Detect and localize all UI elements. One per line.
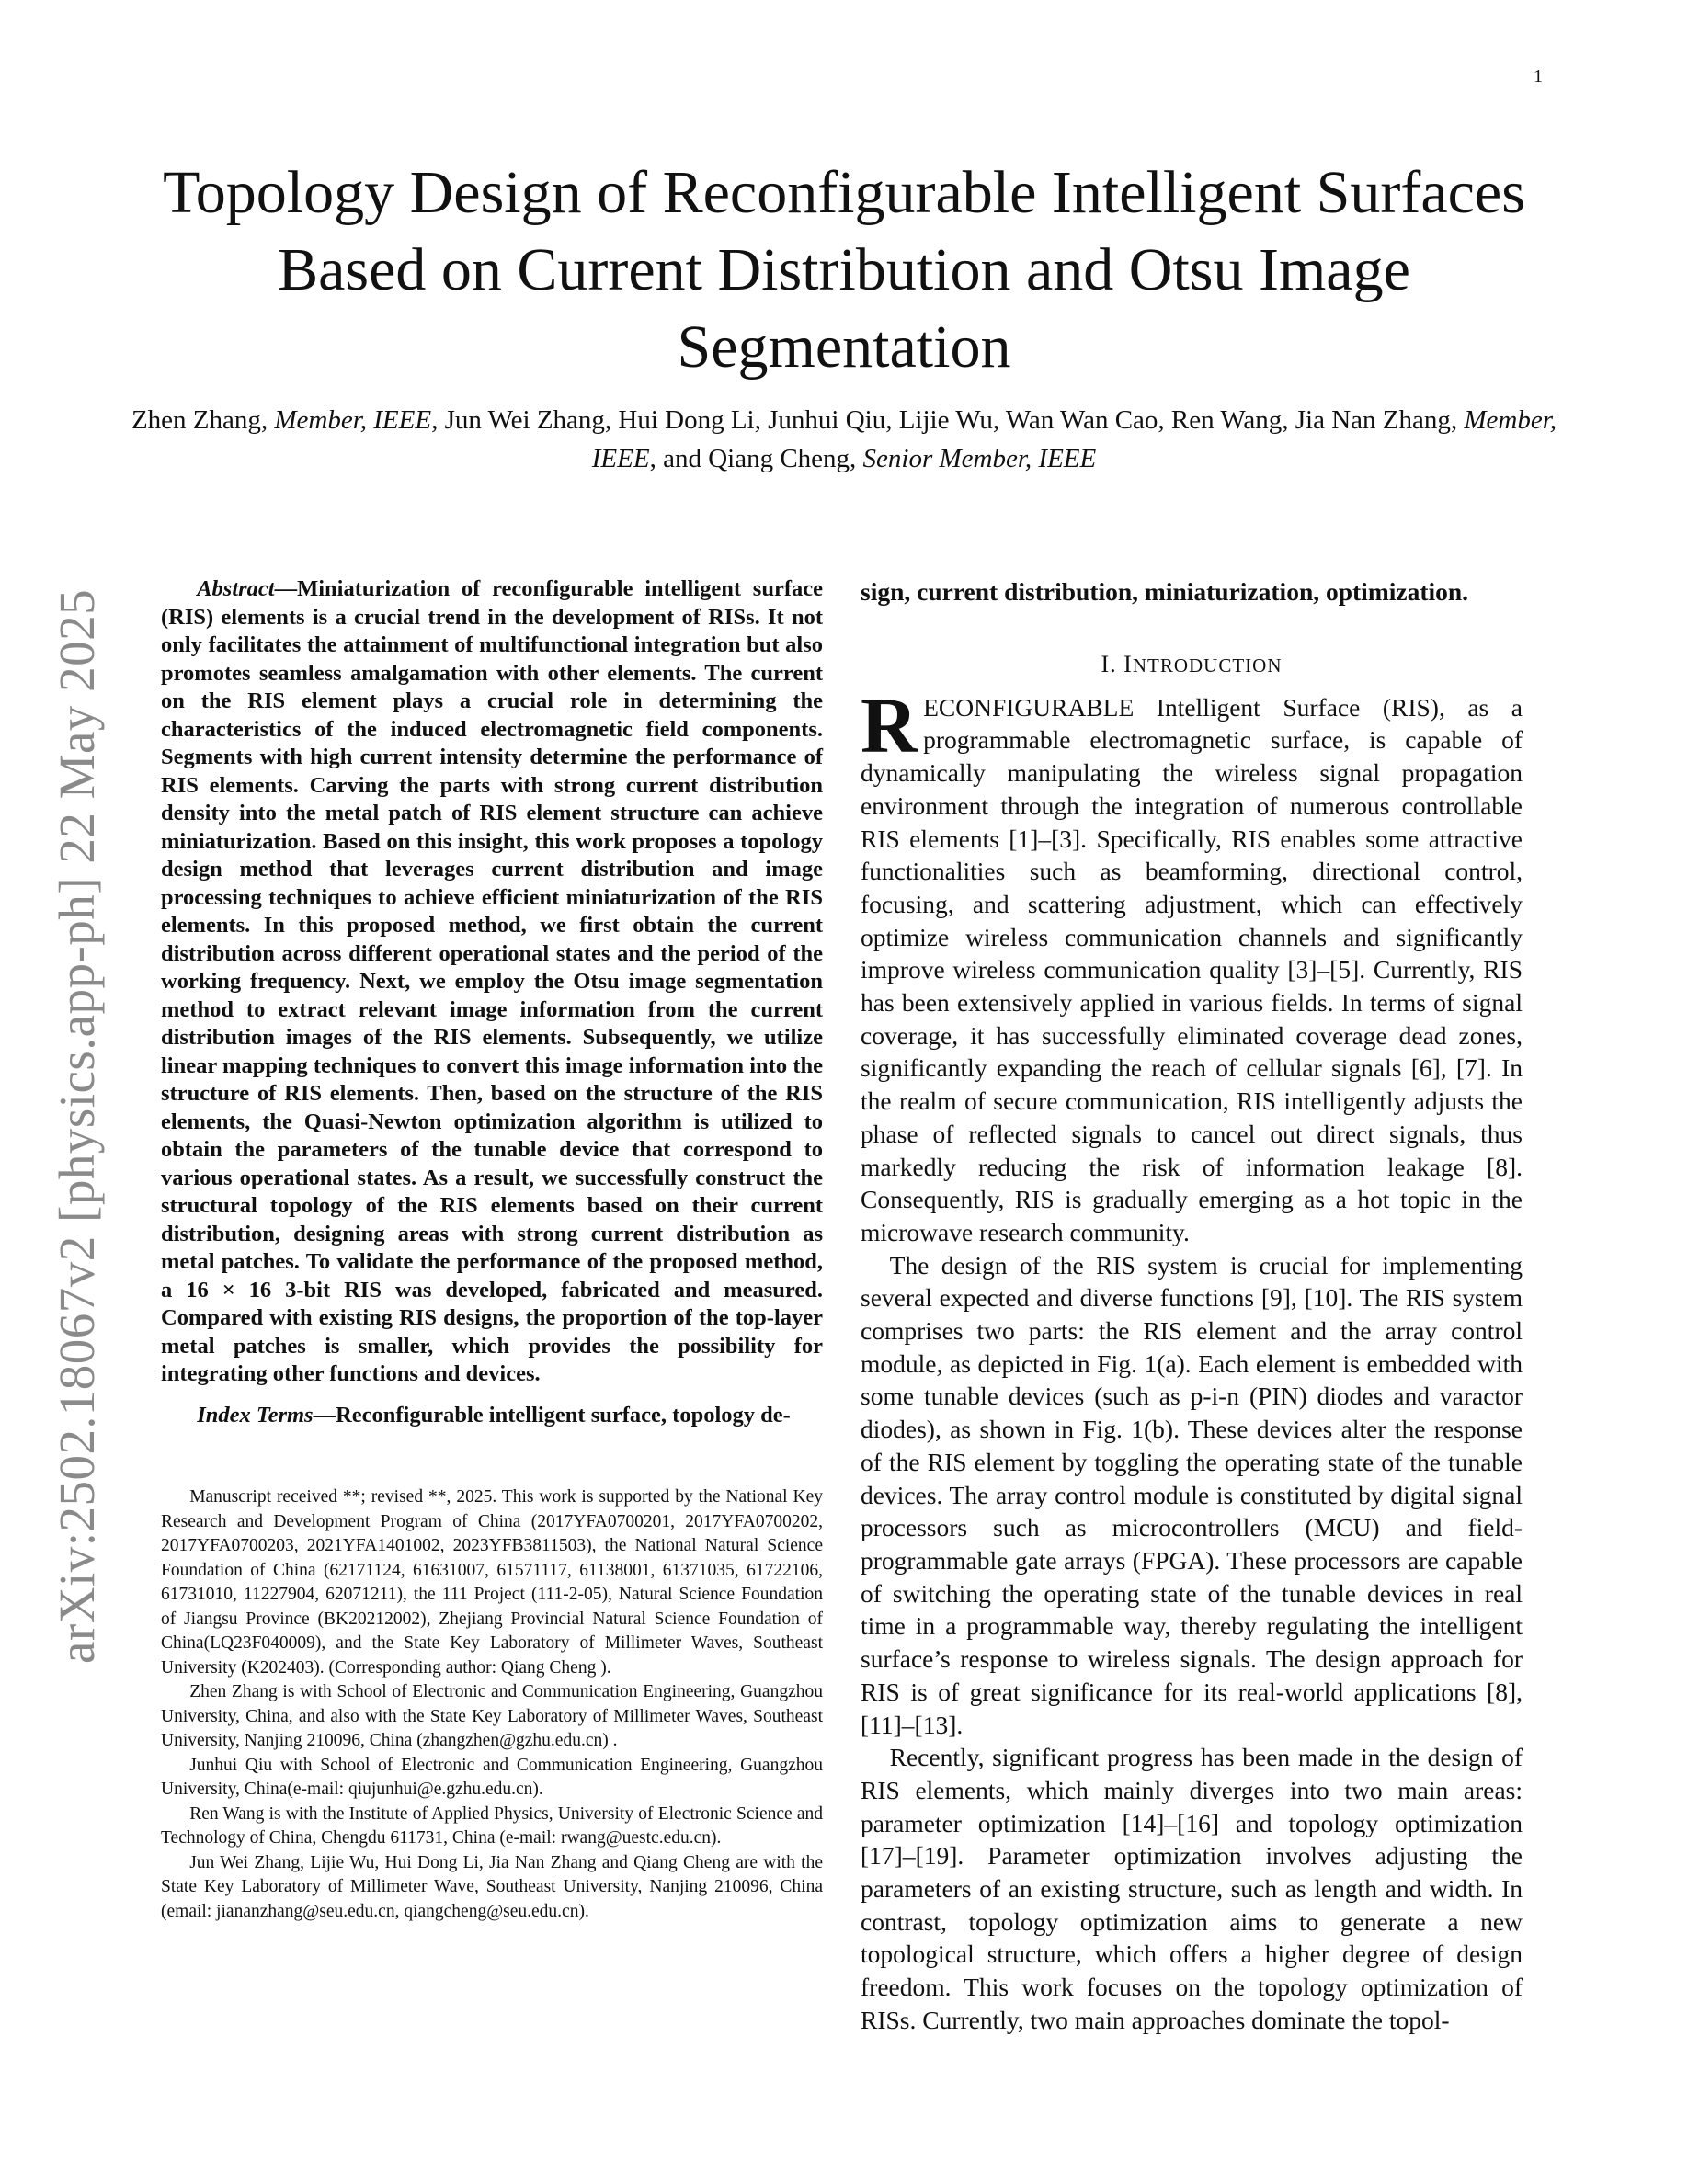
section-title-smallcaps: NTRODUCTION <box>1132 654 1283 677</box>
section-first-letter: I <box>1123 650 1133 677</box>
authors-part-3: , and Qiang Cheng, <box>649 444 863 473</box>
arxiv-identifier: arXiv:2502.18067v2 [physics.app-ph] 22 May 2025 <box>49 588 105 1664</box>
abstract-text: —Miniaturization of reconfigurable intelligent surface (RIS) elements is a crucial trend in the development of RISs. It not only facilitates the attainment of multifunctional integration but also promotes seamless amalgamation with other elements. The current on the RIS element plays a crucial role in determining the characteristics of the induced electromagnetic field components. Segments with high current intensity determine the performance of RIS elements. Carving the parts with strong current distribution density into the metal patch of RIS element structure can achieve miniaturization. Based on this insight, this work proposes a topology design method that leverages current distribution and image processing techniques to achieve efficient miniaturization of the RIS elements. In this proposed method, we first obtain the current distribution across different operational states and the period of the working frequency. Next, we employ the Otsu image segmentation method to extract relevant image information from the current distribution images of the RIS elements. Subsequently, we utilize linear mapping techniques to convert this image information into the structure of RIS elements. Then, based on the structure of the RIS elements, the Quasi-Newton optimization algorithm is utilized to obtain the parameters of the tunable device that correspond to various operational states. As a result, we successfully construct the structural topology of the RIS elements based on their current distribution, designing areas with strong current distribution as metal patches. To validate the performance of the proposed method, a 16 × 16 3-bit RIS was developed, fabricated and measured. Compared with existing RIS designs, the proportion of the top-layer metal patches is smaller, which provides the possibility for integrating other functions and devices. <box>161 576 823 1386</box>
index-terms-text: —Reconfigurable intelligent surface, topology de- <box>313 1402 791 1428</box>
author-list <box>129 401 1559 478</box>
footnotes <box>161 1485 823 1924</box>
page-number: 1 <box>1534 66 1543 86</box>
intro-paragraph-2: The design of the RIS system is crucial for implementing several expected and diverse functions [9], [10]. The RIS system comprises two parts: the RIS element and the array control module, as depicted in Fig. 1(a). Each element is embedded with some tunable devices (such as p-i-n (PIN) diodes and varactor diodes), as shown in Fig. 1(b). These devices alter the response of the RIS element by toggling the operating state of the tunable devices. The array control module is constituted by digital signal processors such as microcontrollers (MCU) and field-programmable gate arrays (FPGA). These processors are capable of switching the operating state of the tunable devices in real time in a programmable way, thereby regulating the intelligent surface’s response to wireless signals. The design approach for RIS is of great significance for its real-world applications [8], [11]–[13]. <box>861 1250 1523 1739</box>
footnote-funding: Manuscript received **; revised **, 2025. This work is supported by the National Key Research and Development Program of China (2017YFA0700201, 2017YFA0700202, 2017YFA0700203, 2021YFA1401002, 2023YFB3811503), the National Natural Science Foundation of China (62171124, 61631007, 61571117, 61138001, 61371035, 61722106, 61731010, 11227904, 62071211), the 111 Project (111-2-05), Natural Science Foundation of Jiangsu Province (BK20212002), Zhejiang Provincial Natural Science Foundation of China(LQ23F040009), and the State Key Laboratory of Millimeter Waves, Southeast University (K202403). (Corresponding author: Qiang Cheng ). <box>161 1487 823 1678</box>
abstract-label: Abstract <box>197 576 275 601</box>
intro-paragraph-1 <box>861 680 1523 1249</box>
footnote-affiliation: Junhui Qiu with School of Electronic and Communication Engineering, Guangzhou University, China(e-mail: qiujunhui@e.gzhu.edu.cn). <box>161 1755 823 1799</box>
section-heading-introduction <box>861 651 1523 678</box>
intro-paragraph-1-text: ECONFIGURABLE Intelligent Surface (RIS), as a programmable electromagnetic surface, is capable of dynamically manipulating the wireless signal propagation environment through the integration of numerous controllable RIS elements [1]–[3]. Specifically, RIS enables some attractive functionalities such as beamforming, directional control, focusing, and scattering adjustment, which can effectively optimize wireless communication channels and significantly improve wireless communication quality [3]–[5]. Currently, RIS has been extensively applied in various fields. In terms of signal coverage, it has successfully eliminated coverage dead zones, significantly expanding the reach of cellular signals [6], [7]. In the realm of secure communication, RIS intelligently adjusts the phase of reflected signals to cancel out direct signals, thus markedly reducing the risk of information leakage [8]. Consequently, RIS is gradually emerging as a hot topic in the microwave research community. <box>861 692 1523 1246</box>
authors-part-1: Zhen Zhang, <box>131 405 275 435</box>
section-numeral: I. <box>1101 650 1124 677</box>
intro-paragraph-3: Recently, significant progress has been made in the design of RIS elements, which mainly diverges into two main areas: parameter optimization [14]–[16] and topology optimization [17]–[19]. Parameter optimization involves adjusting the parameters of an existing structure, such as length and width. In contrast, topology optimization aims to generate a new topological structure, which offers a higher degree of design freedom. This work focuses on the topology optimization of RISs. Currently, two main approaches dominate the topol- <box>861 1743 1523 2034</box>
index-terms <box>161 1402 823 1430</box>
paper-title: Topology Design of Reconfigurable Intelligent Surfaces Based on Current Distribution and Otsu Image Segmentation <box>163 159 1525 381</box>
drop-cap: R <box>861 680 918 769</box>
authors-part-2: , Jun Wei Zhang, Hui Dong Li, Junhui Qiu, Lijie Wu, Wan Wan Cao, Ren Wang, Jia Nan Zhang, <box>431 405 1465 435</box>
author-membership-2: Member, IEEE <box>591 405 1557 473</box>
author-membership-1: Member, IEEE <box>274 405 432 435</box>
author-membership-3: Senior Member, IEEE <box>862 444 1097 473</box>
index-terms-continuation: sign, current distribution, miniaturization, optimization. <box>861 577 1469 606</box>
footnote-affiliation: Jun Wei Zhang, Lijie Wu, Hui Dong Li, Jia Nan Zhang and Qiang Cheng are with the State Key Laboratory of Millimeter Wave, Southeast University, Nanjing 210096, China (email: jiananzhang@seu.edu.cn, qiangcheng@seu.edu.cn). <box>161 1852 823 1921</box>
footnote-affiliation: Ren Wang is with the Institute of Applied Physics, University of Electronic Science and Technology of China, Chengdu 611731, China (e-mail: rwang@uestc.edu.cn). <box>161 1803 823 1848</box>
right-column <box>861 575 1523 2037</box>
abstract <box>161 575 823 1389</box>
left-column <box>161 575 823 1429</box>
footnote-affiliation: Zhen Zhang is with School of Electronic and Communication Engineering, Guangzhou University, China, and also with the State Key Laboratory of Millimeter Waves, Southeast University, Nanjing 210096, China (zhangzhen@gzhu.edu.cn) . <box>161 1682 823 1750</box>
index-terms-label: Index Terms <box>197 1402 314 1428</box>
